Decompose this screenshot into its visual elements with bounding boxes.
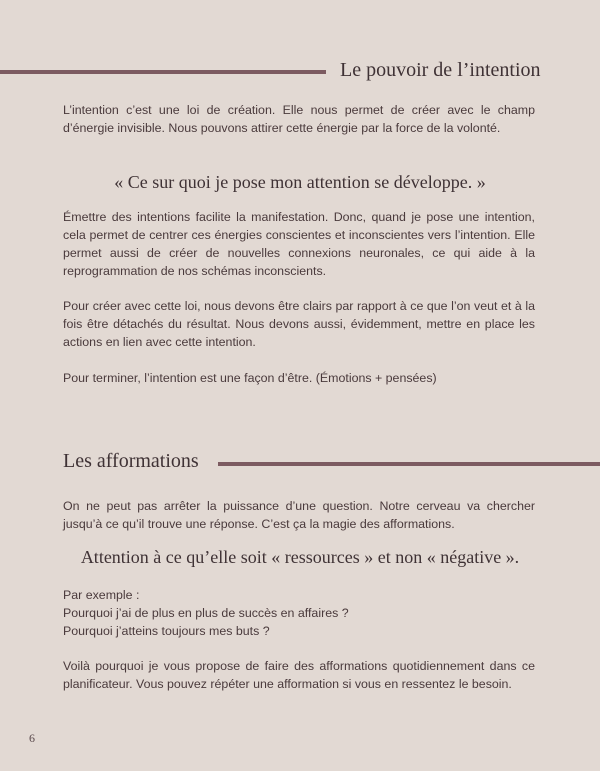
- example-block: [63, 586, 535, 640]
- paragraph-afformations-intro: On ne peut pas arrêter la puissance d’une question. Notre cerveau va chercher jusqu’à ce qu’il trouve une réponse. C’est ça la magie des afformations.: [63, 499, 535, 531]
- example-item: Pourquoi j’atteins toujours mes buts ?: [63, 624, 270, 638]
- example-item: Pourquoi j’ai de plus en plus de succès en affaires ?: [63, 606, 349, 620]
- paragraph-manifestation: Émettre des intentions facilite la manifestation. Donc, quand je pose une intention, cela permet de centrer ces énergies conscientes et inconscientes vers l’intention. Elle permet aussi de créer de nouvelles connexions neuronales, ce qui aide à la reprogrammation de nos schémas inconscients.: [63, 210, 535, 278]
- paragraph-creer-loi: Pour créer avec cette loi, nous devons être clairs par rapport à ce que l’on veut et à la fois être détachés du résultat. Nous devons aussi, évidemment, mettre en place les actions en lien avec cette intention.: [63, 299, 535, 349]
- heading-rule-left: [0, 70, 326, 74]
- paragraph-planificateur: Voilà pourquoi je vous propose de faire des afformations quotidiennement dans ce planificateur. Vous pouvez répéter une afformation si vous en ressentez le besoin.: [63, 659, 535, 691]
- example-label: Par exemple :: [63, 588, 140, 602]
- paragraph-conclusion: Pour terminer, l’intention est une façon d’être. (Émotions + pensées): [63, 371, 437, 385]
- quote-attention: « Ce sur quoi je pose mon attention se développe. »: [114, 172, 486, 192]
- section-title-afformations: Les afformations: [63, 450, 199, 472]
- paragraph-intention-intro: L’intention c’est une loi de création. Elle nous permet de créer avec le champ d’énergie invisible. Nous pouvons attirer cette énergie par la force de la volonté.: [63, 103, 535, 135]
- quote-ressources: Attention à ce qu’elle soit « ressources » et non « négative ».: [80, 547, 520, 567]
- page-number: 6: [29, 731, 35, 745]
- section-title-intention: Le pouvoir de l’intention: [340, 59, 541, 81]
- heading-rule-right: [218, 462, 600, 466]
